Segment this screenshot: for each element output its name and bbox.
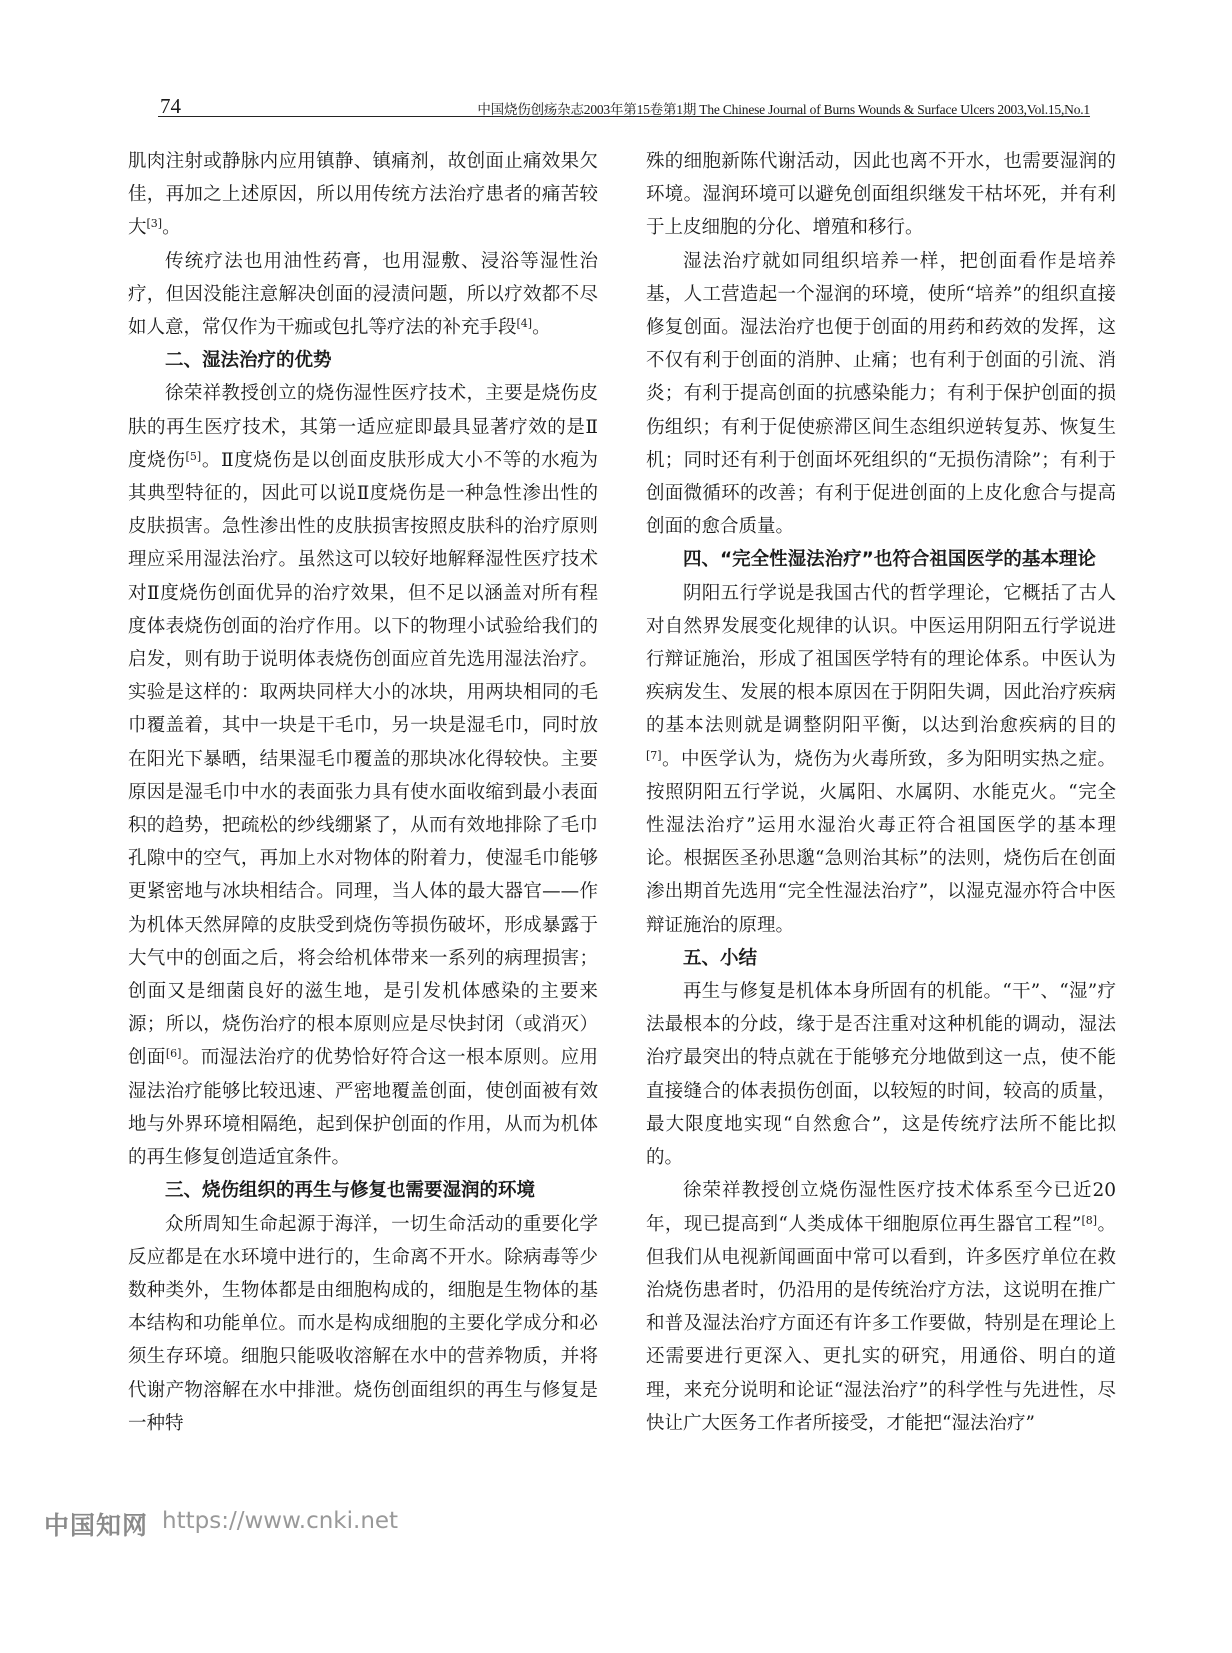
section-heading: 五、小结 [683,947,758,969]
journal-title: 中国烧伤创疡杂志2003年第15卷第1期 The Chinese Journal of Burns Wounds & Surface Ulcers 2003,Vol.15,No.1 [477,102,1090,117]
citation[interactable]: [6] [165,1047,182,1061]
section-heading: 三、烧伤组织的再生与修复也需要湿润的环境 [165,1180,536,1202]
citation[interactable]: [5] [185,449,202,463]
paragraph: 传统疗法也用油性药膏，也用湿敷、浸浴等湿性治疗，但因没能注意解决创面的浸渍问题，所以疗效都不尽如人意，常仅作为干痂或包扎等疗法的补充手段[4]。 [128,250,598,339]
right-column [646,145,1116,1440]
running-header [160,94,1090,122]
page-number: 74 [160,94,181,118]
paragraph: 湿法治疗就如同组织培养一样，把创面看作是培养基，人工营造起一个湿润的环境，使所“培养”的组织直接修复创面。湿法治疗也便于创面的用药和药效的发挥，这不仅有利于创面的消肿、止痛；也有利于创面的引流、消炎；有利于提高创面的抗感染能力；有利于保护创面的损伤组织；有利于促使瘀滞区间生态组织逆转复苏、恢复生机；同时还有利于创面坏死组织的“无损伤清除”；有利于创面微循环的改善；有利于促进创面的上皮化愈合与提高创面的愈合质量。 [646,250,1116,538]
cnki-logo: 中国知网 [44,1511,149,1540]
paragraph: 肌肉注射或静脉内应用镇静、镇痛剂，故创面止痛效果欠佳，再加之上述原因，所以用传统方法治疗患者的痛苦较大[3]。 [128,151,598,239]
paragraph: 阴阳五行学说是我国古代的哲学理论，它概括了古人对自然界发展变化规律的认识。中医运用阴阳五行学说进行辩证施治，形成了祖国医学特有的理论体系。中医认为疾病发生、发展的根本原因在于阴阳失调，因此治疗疾病的基本法则就是调整阴阳平衡，以达到治愈疾病的目的[7]。中医学认为，烧伤为火毒所致，多为阳明实热之症。按照阴阳五行学说，火属阳、水属阴、水能克火。“完全性湿法治疗”运用水湿治火毒正符合祖国医学的基本理论。根据医圣孙思邈“急则治其标”的法则，烧伤后在创面渗出期首先选用“完全性湿法治疗”，以湿克湿亦符合中医辩证施治的原理。 [646,582,1116,936]
header-rule [158,116,1090,117]
paragraph: 徐荣祥教授创立的烧伤湿性医疗技术，主要是烧伤皮肤的再生医疗技术，其第一适应症即最具显著疗效的是Ⅱ度烧伤[5]。Ⅱ度烧伤是以创面皮肤形成大小不等的水疱为其典型特征的，因此可以说Ⅱ度烧伤是一种急性渗出性的皮肤损害。急性渗出性的皮肤损害按照皮肤科的治疗原则理应采用湿法治疗。虽然这可以较好地解释湿性医疗技术对Ⅱ度烧伤创面优异的治疗效果，但不足以涵盖对所有程度体表烧伤创面的治疗作用。以下的物理小试验给我们的启发，则有助于说明体表烧伤创面应首先选用湿法治疗。实验是这样的：取两块同样大小的冰块，用两块相同的毛巾覆盖着，其中一块是干毛巾，另一块是湿毛巾，同时放在阳光下暴晒，结果湿毛巾覆盖的那块冰化得较快。主要原因是湿毛巾中水的表面张力具有使水面收缩到最小表面积的趋势，把疏松的纱线绷紧了，从而有效地排除了毛巾孔隙中的空气，再加上水对物体的附着力，使湿毛巾能够更紧密地与冰块相结合。同理，当人体的最大器官——作为机体天然屏障的皮肤受到烧伤等损伤破坏，形成暴露于大气中的创面之后，将会给机体带来一系列的病理损害；创面又是细菌良好的滋生地，是引发机体感染的主要来源；所以，烧伤治疗的根本原则应是尽快封闭（或消灭）创面[6]。而湿法治疗的优势恰好符合这一根本原则。应用湿法治疗能够比较迅速、严密地覆盖创面，使创面被有效地与外界环境相隔绝，起到保护创面的作用，从而为机体的再生修复创造适宜条件。 [128,383,598,1169]
left-column [128,145,598,1440]
paragraph: 众所周知生命起源于海洋，一切生命活动的重要化学反应都是在水环境中进行的，生命离不开水。除病毒等少数种类外，生物体都是由细胞构成的，细胞是生物体的基本结构和功能单位。而水是构成细胞的主要化学成分和必须生存环境。细胞只能吸收溶解在水中的营养物质，并将代谢产物溶解在水中排泄。烧伤创面组织的再生与修复是一种特 [128,1213,598,1434]
section-heading: 四、“完全性湿法治疗”也符合祖国医学的基本理论 [683,549,1096,571]
paragraph: 徐荣祥教授创立烧伤湿性医疗技术体系至今已近20年，现已提高到“人类成体干细胞原位再生器官工程”[8]。但我们从电视新闻画面中常可以看到，许多医疗单位在救治烧伤患者时，仍沿用的是传统治疗方法，这说明在推广和普及湿法治疗方面还有许多工作要做，特别是在理论上还需要进行更深入、更扎实的研究，用通俗、明白的道理，来充分说明和论证“湿法治疗”的科学性与先进性，尽快让广大医务工作者所接受，才能把“湿法治疗” [646,1180,1116,1434]
citation[interactable]: [3] [146,217,163,231]
cnki-url[interactable]: https://www.cnki.net [162,1508,399,1534]
paragraph: 殊的细胞新陈代谢活动，因此也离不开水，也需要湿润的环境。湿润环境可以避免创面组织继发干枯坏死，并有利于上皮细胞的分化、增殖和移行。 [646,151,1116,239]
paragraph: 再生与修复是机体本身所固有的机能。“干”、“湿”疗法最根本的分歧，缘于是否注重对这种机能的调动，湿法治疗最突出的特点就在于能够充分地做到这一点，使不能直接缝合的体表损伤创面，以较短的时间，较高的质量，最大限度地实现“自然愈合”，这是传统疗法所不能比拟的。 [646,981,1116,1169]
citation[interactable]: [4] [516,317,533,331]
cnki-watermark [44,1506,544,1546]
section-heading: 二、湿法治疗的优势 [165,350,332,372]
citation[interactable]: [7] [646,748,662,762]
citation[interactable]: [8] [1081,1213,1098,1227]
